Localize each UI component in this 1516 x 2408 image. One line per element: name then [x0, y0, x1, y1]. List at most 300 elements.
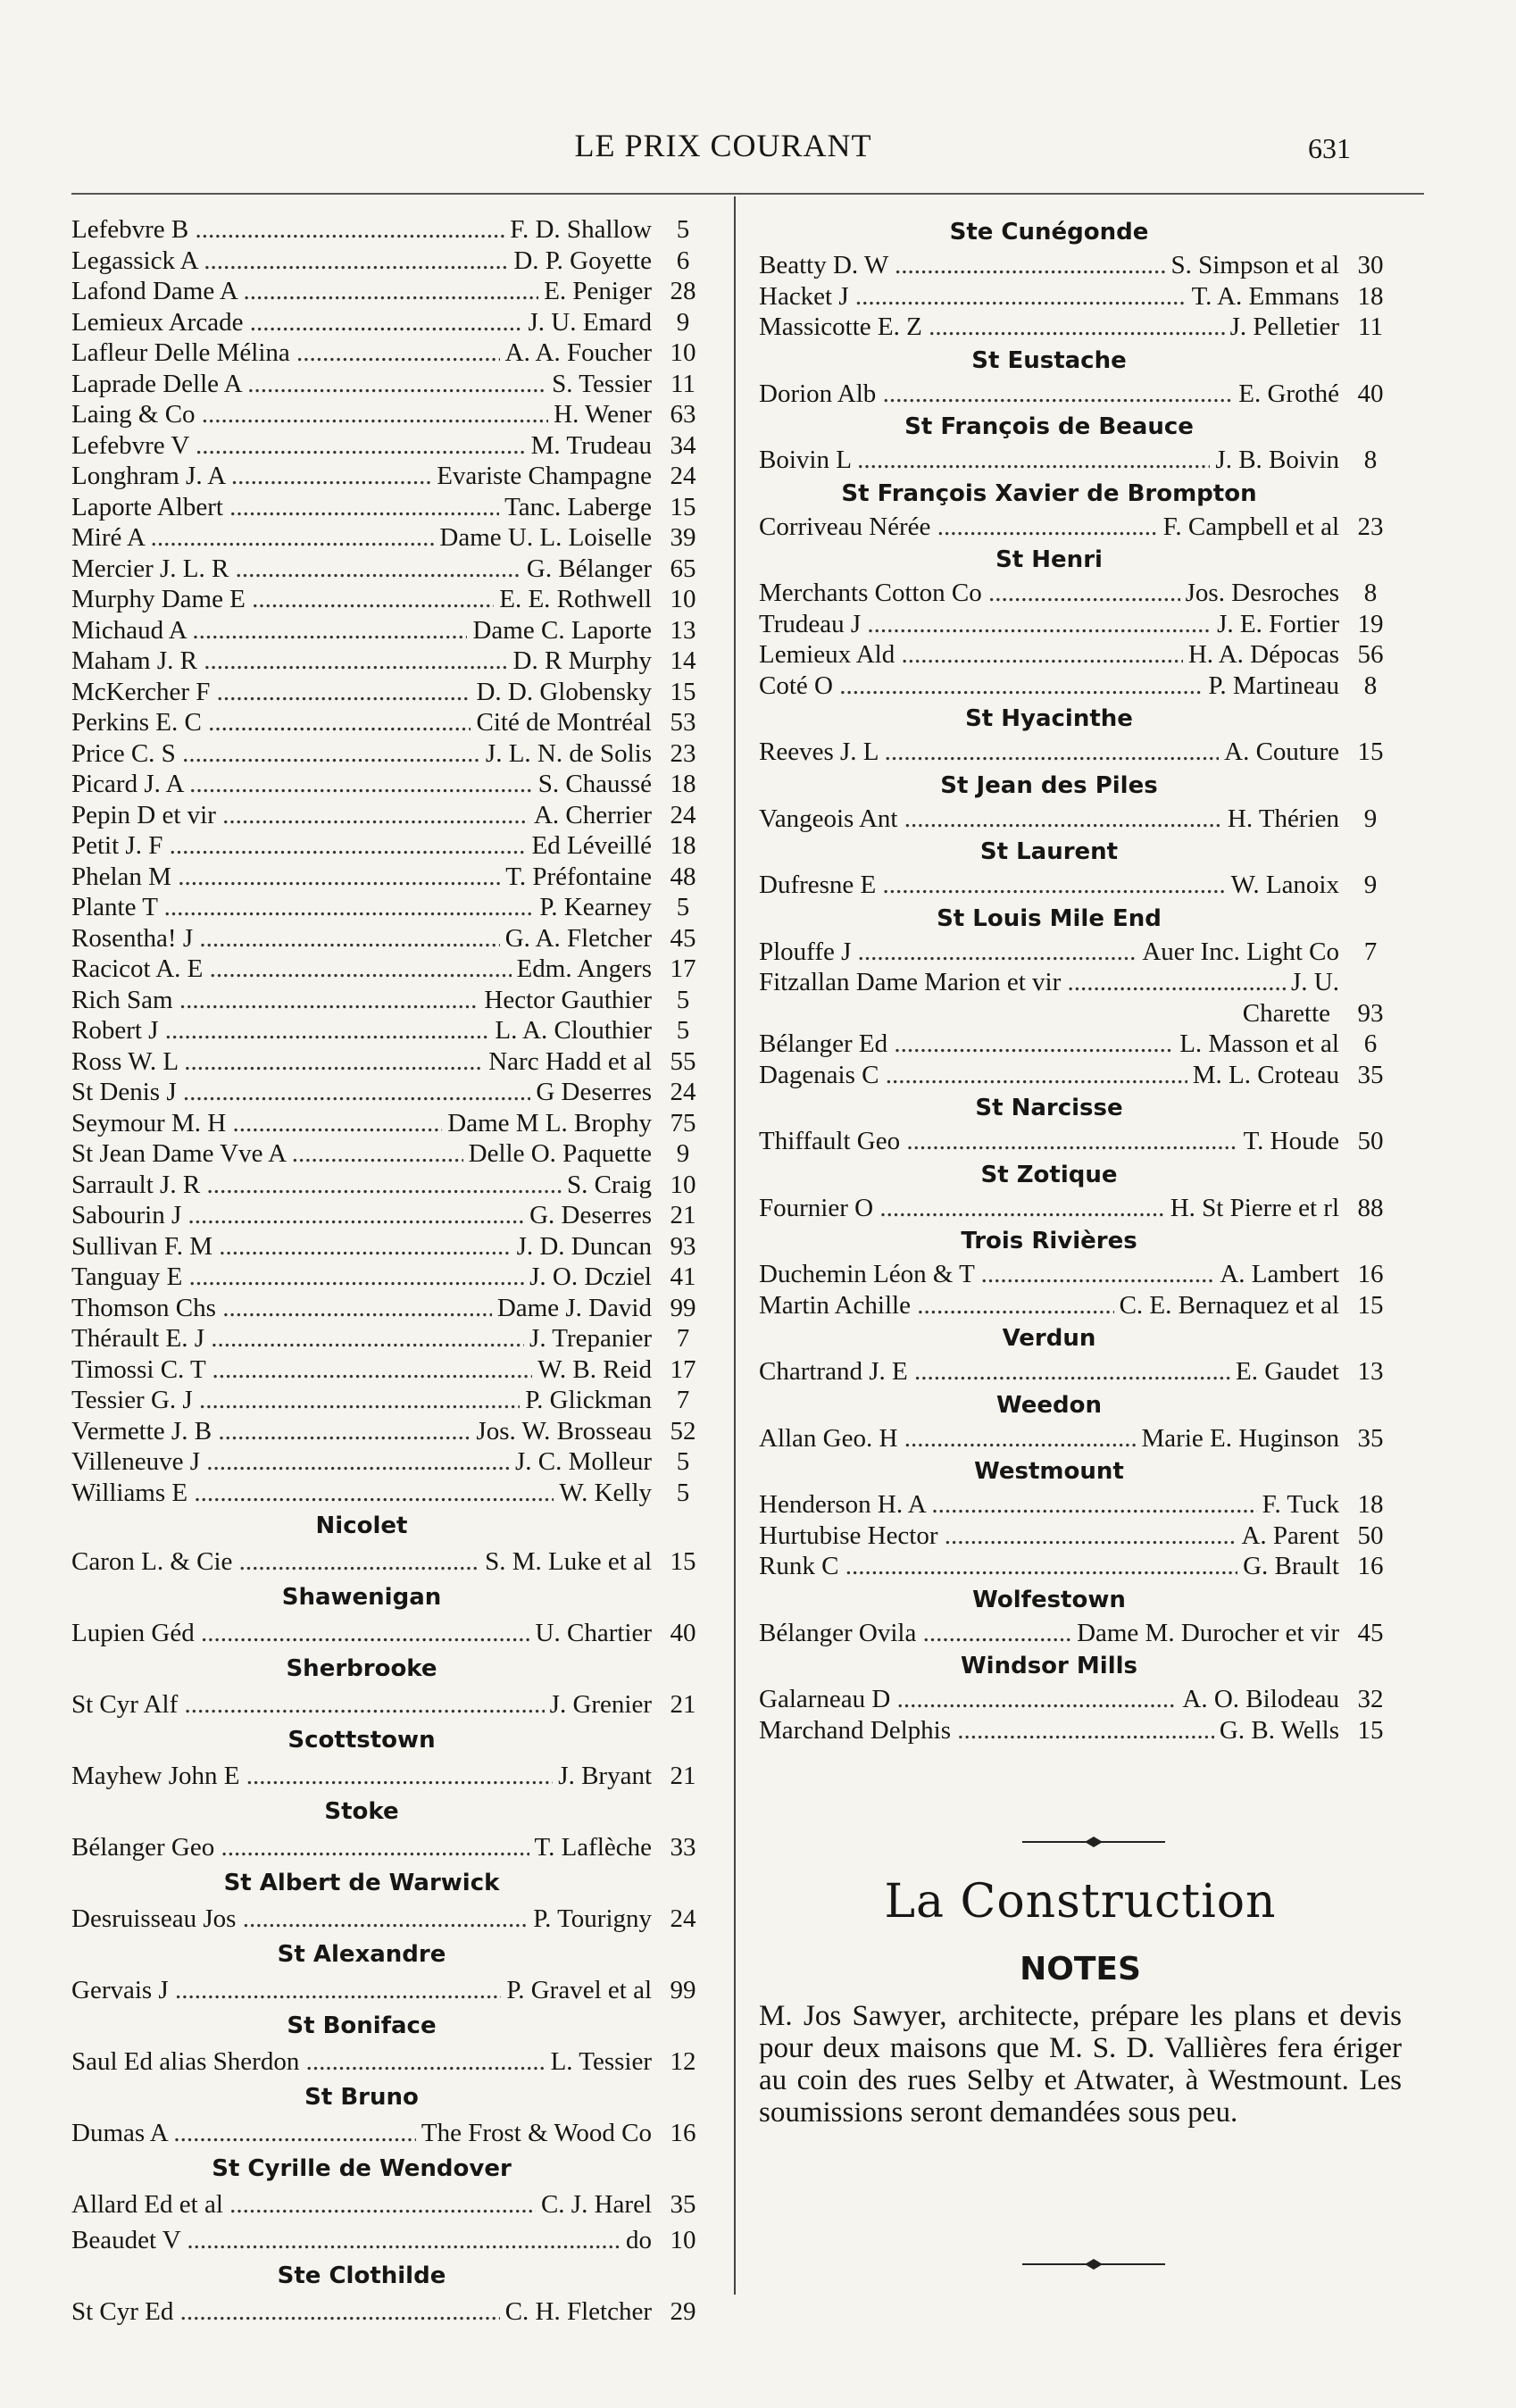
defendant-name: Sullivan F. M .....: [71, 1231, 512, 1262]
amount: 18: [1357, 281, 1384, 311]
defendant-name: Sabourin J .....: [71, 1200, 524, 1231]
defendant-name: Seymour M. H .....: [71, 1108, 442, 1139]
defendant-name: Mayhew John E .....: [71, 1758, 553, 1794]
amount: 19: [1357, 609, 1384, 638]
plaintiff-name: P. Gravel et al: [501, 1972, 652, 2008]
list-item: [71, 738, 714, 770]
plaintiff-name: Auer Inc. Light Co: [1137, 937, 1339, 968]
plaintiff-name: T. Préfontaine: [500, 862, 652, 893]
plaintiff-name: S. M. Luke et al: [479, 1544, 652, 1579]
list-item: [759, 250, 1402, 281]
list-item: [71, 1293, 714, 1324]
plaintiff-name: S. Tessier: [546, 369, 652, 400]
list-item: [71, 214, 714, 246]
amount: 18: [1357, 1490, 1384, 1519]
defendant-name: Thiffault Geo .....: [759, 1126, 1238, 1157]
defendant-name: Plante T .....: [71, 892, 534, 923]
defendant-name: Lafond Dame A .....: [71, 276, 538, 307]
plaintiff-name: G. Bélanger: [521, 554, 652, 585]
defendant-name: Bélanger Ovila .....: [759, 1618, 1071, 1649]
page-header: [0, 127, 1516, 171]
list-item-continued: [759, 998, 1402, 1029]
defendant-name: Williams E .....: [71, 1478, 554, 1509]
plaintiff-name: J. D. Duncan: [512, 1231, 652, 1262]
plaintiff-name: Delle O. Paquette: [463, 1138, 652, 1170]
list-item: [71, 1446, 714, 1478]
list-item: [71, 1687, 714, 1722]
list-item: [71, 1544, 714, 1579]
list-item: [759, 1551, 1402, 1582]
amount: 8: [1363, 671, 1378, 700]
amount: 9: [1363, 804, 1378, 833]
list-item: [71, 1200, 714, 1231]
defendant-name: Massicotte E. Z .....: [759, 312, 1225, 343]
defendant-name: Picard J. A .....: [71, 769, 533, 800]
locality-heading: Trois Rivières: [961, 1228, 1137, 1254]
amount: 50: [1357, 1127, 1384, 1155]
list-item: [759, 312, 1402, 343]
amount: 23: [670, 738, 696, 768]
defendant-name: Galarneau D .....: [759, 1684, 1177, 1715]
list-item: [71, 646, 714, 677]
locality-heading: St Laurent: [979, 838, 1119, 865]
locality-heading: St Henri: [995, 546, 1103, 573]
amount: 5: [676, 985, 690, 1014]
plaintiff-name: J. E. Fortier: [1212, 609, 1339, 640]
amount: 34: [670, 430, 696, 460]
notes-heading: NOTES: [1020, 1951, 1141, 1987]
plaintiff-name: S. Simpson et al: [1165, 250, 1339, 281]
list-item: [71, 492, 714, 523]
list-item: [71, 677, 714, 708]
plaintiff-name: J. Bryant: [553, 1758, 652, 1794]
plaintiff-name: J. O. Dcziel: [524, 1262, 652, 1293]
defendant-name: Vermette J. B .....: [71, 1416, 471, 1447]
defendant-name: Legassick A .....: [71, 246, 508, 277]
amount: 75: [670, 1108, 696, 1137]
list-item: [71, 1077, 714, 1108]
plaintiff-name: Cité de Montréal: [471, 707, 652, 738]
plaintiff-name: A. Couture: [1219, 737, 1339, 768]
list-item: [71, 307, 714, 338]
defendant-name: Bélanger Geo .....: [71, 1829, 529, 1865]
defendant-name: Dumas A .....: [71, 2115, 416, 2151]
list-item: [71, 522, 714, 554]
amount: 10: [670, 338, 696, 367]
plaintiff-name: E. Gaudet: [1230, 1356, 1339, 1387]
locality-heading: St François Xavier de Brompton: [841, 479, 1257, 507]
defendant-name: Chartrand J. E .....: [759, 1356, 1230, 1387]
list-item: [71, 707, 714, 738]
plaintiff-name: W. Lanoix: [1226, 870, 1339, 901]
list-item: [71, 1170, 714, 1201]
defendant-name: Petit J. F .....: [71, 830, 527, 862]
amount: 23: [1357, 512, 1384, 541]
defendant-name: St Cyr Ed .....: [71, 2294, 500, 2329]
amount: 24: [670, 1078, 696, 1106]
plaintiff-name: P. Kearney: [534, 892, 652, 923]
defendant-name: St Jean Dame Vve A .....: [71, 1138, 463, 1170]
defendant-name: Dufresne E .....: [759, 870, 1226, 901]
defendant-name: St Denis J .....: [71, 1077, 530, 1108]
list-item: [71, 830, 714, 862]
amount: 10: [670, 2226, 696, 2254]
defendant-name: Rich Sam .....: [71, 985, 479, 1016]
amount: 16: [1357, 1552, 1384, 1580]
amount: 13: [1357, 1357, 1384, 1386]
list-item: [759, 1489, 1402, 1521]
list-item: [759, 1126, 1402, 1157]
defendant-name: McKercher F .....: [71, 677, 471, 708]
defendant-name: Laing & Co .....: [71, 399, 548, 430]
amount: 8: [1363, 446, 1378, 474]
amount: 52: [670, 1416, 696, 1446]
plaintiff-name: E. Grothé: [1233, 379, 1339, 410]
plaintiff-name: D. P. Goyette: [508, 246, 652, 277]
amount: 9: [1363, 871, 1378, 899]
plaintiff-name: J. Grenier: [545, 1687, 652, 1722]
defendant-name: Lemieux Arcade .....: [71, 307, 522, 338]
list-item: [71, 1972, 714, 2008]
list-item: [71, 337, 714, 369]
plaintiff-name: J. C. Molleur: [510, 1446, 652, 1478]
amount: 35: [1357, 1060, 1384, 1089]
defendant-name: Beatty D. W .....: [759, 250, 1165, 281]
amount: 15: [1357, 1290, 1384, 1320]
list-item: [759, 639, 1402, 671]
list-item: [759, 1290, 1402, 1321]
amount: 11: [671, 369, 696, 398]
list-item: [71, 2115, 714, 2151]
locality-heading: St Cyrille de Wendover: [212, 2155, 512, 2182]
amount: 40: [1357, 379, 1384, 408]
amount: 17: [670, 1354, 696, 1384]
list-item: [759, 1060, 1402, 1091]
amount: 50: [1357, 1521, 1384, 1550]
locality-heading: Stoke: [324, 1798, 399, 1825]
defendant-name: Dorion Alb .....: [759, 379, 1233, 410]
amount: 15: [1357, 1715, 1384, 1745]
defendant-name: Laporte Albert .....: [71, 492, 499, 523]
amount: 5: [676, 1016, 690, 1045]
defendant-name: Laprade Delle A .....: [71, 369, 546, 400]
plaintiff-name: A. O. Bilodeau: [1177, 1684, 1339, 1715]
amount: 7: [676, 1386, 690, 1414]
list-item: [71, 1416, 714, 1447]
plaintiff-name: S. Craig: [562, 1170, 652, 1201]
plaintiff-name: Evariste Champagne: [431, 461, 652, 492]
left-column: [71, 214, 714, 2329]
amount: 41: [670, 1262, 696, 1291]
locality-heading: Nicolet: [315, 1512, 408, 1539]
locality-heading: Wolfestown: [972, 1586, 1126, 1613]
amount: 15: [1357, 737, 1384, 766]
list-item: [71, 892, 714, 923]
defendant-name: St Cyr Alf .....: [71, 1687, 545, 1722]
list-item: [71, 2044, 714, 2079]
ornament-divider-bottom: [1022, 2259, 1165, 2270]
plaintiff-name: Marie E. Huginson: [1137, 1423, 1340, 1454]
list-item: [759, 937, 1402, 968]
defendant-name: Runk C .....: [759, 1551, 1237, 1582]
plaintiff-name: J. U. Emard: [522, 307, 652, 338]
defendant-name: Saul Ed alias Sherdon .....: [71, 2044, 546, 2079]
defendant-name: Phelan M .....: [71, 862, 500, 893]
plaintiff-name: M. Trudeau: [526, 430, 652, 462]
amount: 14: [670, 646, 696, 675]
locality-heading: Verdun: [1002, 1325, 1096, 1352]
amount: 65: [670, 554, 696, 583]
amount: 18: [670, 831, 696, 860]
list-item: [71, 2187, 714, 2222]
defendant-name: Lafleur Delle Mélina .....: [71, 337, 500, 369]
defendant-name: Marchand Delphis .....: [759, 1715, 1214, 1746]
amount: 18: [670, 770, 696, 798]
list-item: [71, 1262, 714, 1293]
list-item: [71, 430, 714, 462]
amount: 99: [670, 1293, 696, 1322]
locality-heading: Ste Clothilde: [277, 2262, 446, 2289]
defendant-name: Lefebvre V .....: [71, 430, 526, 462]
plaintiff-name: Jos. W. Brosseau: [471, 1416, 652, 1447]
locality-heading: St Boniface: [287, 2012, 437, 2039]
defendant-name: Sarrault J. R .....: [71, 1170, 562, 1201]
amount: 28: [670, 277, 696, 305]
list-item: [759, 512, 1402, 543]
locality-heading: St Zotique: [980, 1161, 1118, 1188]
amount: 21: [670, 1201, 696, 1229]
defendant-name: Perkins E. C .....: [71, 707, 471, 738]
plaintiff-name: C. H. Fletcher: [500, 2294, 652, 2329]
list-item: [759, 1029, 1402, 1060]
defendant-name: Fitzallan Dame Marion et vir .....: [759, 967, 1286, 998]
column-divider: [734, 196, 736, 2295]
construction-title: La Construction: [884, 1875, 1277, 1929]
locality-heading: St Hyacinthe: [965, 705, 1133, 732]
defendant-name: Rosentha! J .....: [71, 923, 500, 954]
amount: 5: [676, 215, 690, 244]
locality-heading: St Albert de Warwick: [223, 1870, 500, 1896]
plaintiff-name: T. Laflèche: [529, 1829, 652, 1865]
defendant-name: Longhram J. A .....: [71, 461, 431, 492]
list-item: [71, 615, 714, 646]
defendant-name: Boivin L .....: [759, 445, 1210, 476]
amount: 15: [670, 677, 696, 706]
plaintiff-name: U. Chartier: [530, 1615, 652, 1651]
defendant-name: Fournier O .....: [759, 1193, 1165, 1224]
list-item: [71, 1108, 714, 1139]
defendant-name: Thomson Chs .....: [71, 1293, 492, 1324]
plaintiff-name: Narc Hadd et al: [483, 1046, 652, 1078]
plaintiff-name: Tanc. Laberge: [499, 492, 652, 523]
list-item: [71, 2222, 714, 2258]
locality-heading: St Narcisse: [975, 1095, 1123, 1121]
list-item: [759, 737, 1402, 768]
list-item: [71, 554, 714, 585]
plaintiff-name: D. D. Globensky: [471, 677, 652, 708]
locality-heading: St Louis Mile End: [937, 904, 1162, 932]
plaintiff-name: G. B. Wells: [1214, 1715, 1339, 1746]
amount: 9: [676, 307, 690, 337]
plaintiff-name: G. Brault: [1237, 1551, 1339, 1582]
list-item: [71, 1478, 714, 1509]
locality-heading: Westmount: [974, 1458, 1124, 1485]
list-item: [71, 276, 714, 307]
plaintiff-name-continued: Charette: [1242, 998, 1330, 1028]
plaintiff-name: J. Pelletier: [1225, 312, 1339, 343]
defendant-name: Corriveau Nérée .....: [759, 512, 1158, 543]
list-item: [71, 1015, 714, 1046]
amount: 45: [670, 923, 696, 953]
plaintiff-name: L. A. Clouthier: [489, 1015, 652, 1046]
defendant-name: Robert J .....: [71, 1015, 489, 1046]
defendant-name: Michaud A .....: [71, 615, 467, 646]
list-item: [759, 1193, 1402, 1224]
defendant-name: Price C. S .....: [71, 738, 480, 770]
defendant-name: Hurtubise Hector .....: [759, 1521, 1236, 1552]
locality-heading: St François de Beauce: [904, 413, 1194, 440]
amount: 15: [670, 1547, 696, 1576]
list-item: [759, 870, 1402, 901]
defendant-name: Desruisseau Jos .....: [71, 1901, 528, 1937]
list-item: [71, 1385, 714, 1416]
amount: 39: [670, 523, 696, 552]
plaintiff-name: F. D. Shallow: [504, 214, 652, 246]
header-rule: [71, 193, 1424, 195]
locality-heading: St Jean des Piles: [940, 771, 1158, 799]
amount: 40: [670, 1619, 696, 1647]
amount: 53: [670, 708, 696, 737]
amount: 35: [670, 2190, 696, 2219]
locality-heading: Sherbrooke: [286, 1655, 437, 1682]
defendant-name: Coté O .....: [759, 671, 1203, 702]
defendant-name: Allard Ed et al .....: [71, 2187, 536, 2222]
defendant-name: Racicot A. E .....: [71, 954, 512, 985]
locality-heading: Shawenigan: [281, 1584, 442, 1611]
plaintiff-name: do: [621, 2222, 652, 2258]
plaintiff-name: H. A. Dépocas: [1183, 639, 1339, 671]
plaintiff-name: A. A. Foucher: [500, 337, 652, 369]
amount: 5: [676, 893, 690, 921]
publication-title: LE PRIX COURANT: [574, 128, 872, 163]
amount: 35: [1357, 1423, 1384, 1453]
list-item: [759, 804, 1402, 835]
plaintiff-name: Edm. Angers: [512, 954, 652, 985]
ornament-divider: [1022, 1837, 1165, 1847]
list-item: [71, 923, 714, 954]
amount: 11: [1358, 312, 1383, 341]
list-item: [759, 1356, 1402, 1387]
defendant-name: Timossi C. T .....: [71, 1354, 532, 1386]
defendant-name: Henderson H. A .....: [759, 1489, 1257, 1521]
defendant-name: Plouffe J .....: [759, 937, 1137, 968]
amount: 30: [1357, 251, 1384, 279]
defendant-name: Lupien Géd .....: [71, 1615, 530, 1651]
plaintiff-name: L. Tessier: [546, 2044, 652, 2079]
plaintiff-name: F. Tuck: [1257, 1489, 1339, 1521]
amount: 29: [670, 2297, 696, 2326]
amount: 32: [1357, 1685, 1384, 1713]
amount: 7: [676, 1324, 690, 1353]
page-number: 631: [1308, 132, 1351, 164]
defendant-name: Murphy Dame E .....: [71, 584, 494, 615]
locality-heading: St Alexandre: [277, 1941, 446, 1968]
list-item: [71, 461, 714, 492]
amount: 24: [670, 800, 696, 829]
plaintiff-name: P. Tourigny: [528, 1901, 652, 1937]
plaintiff-name: E. E. Rothwell: [494, 584, 652, 615]
list-item: [71, 1901, 714, 1937]
plaintiff-name: A. Parent: [1236, 1521, 1339, 1552]
defendant-name: Gervais J .....: [71, 1972, 501, 2008]
list-item: [759, 445, 1402, 476]
plaintiff-name: J. L. N. de Solis: [480, 738, 652, 770]
plaintiff-name: Dame M. Durocher et vir: [1071, 1618, 1339, 1649]
list-item: [71, 1231, 714, 1262]
defendant-name: Beaudet V .....: [71, 2222, 621, 2258]
plaintiff-name: T. A. Emmans: [1187, 281, 1339, 312]
plaintiff-name: P. Glickman: [520, 1385, 652, 1416]
amount: 21: [670, 1690, 696, 1719]
amount: 88: [1357, 1193, 1384, 1222]
defendant-name: Caron L. & Cie .....: [71, 1544, 479, 1579]
plaintiff-name: Dame J. David: [492, 1293, 652, 1324]
list-item: [759, 1521, 1402, 1552]
plaintiff-name: G. Deserres: [524, 1200, 652, 1231]
plaintiff-name: W. B. Reid: [532, 1354, 652, 1386]
locality-heading: Scottstown: [287, 1727, 436, 1754]
list-item: [71, 1046, 714, 1078]
amount: 99: [670, 1976, 696, 2004]
defendant-name: Reeves J. L .....: [759, 737, 1219, 768]
construction-section: [759, 1875, 1402, 1929]
amount: 45: [1357, 1618, 1384, 1647]
list-item: [71, 2294, 714, 2329]
defendant-name: Miré A .....: [71, 522, 434, 554]
defendant-name: Duchemin Léon & T .....: [759, 1259, 1214, 1290]
defendant-name: Bélanger Ed .....: [759, 1029, 1174, 1060]
amount: 13: [670, 615, 696, 645]
list-item: [71, 1758, 714, 1794]
defendant-name: Vangeois Ant .....: [759, 804, 1222, 835]
list-item: [71, 954, 714, 985]
plaintiff-name: L. Masson et al: [1174, 1029, 1339, 1060]
defendant-name: Pepin D et vir .....: [71, 800, 529, 831]
list-item: [71, 1354, 714, 1386]
plaintiff-name: A. Lambert: [1214, 1259, 1339, 1290]
plaintiff-name: E. Peniger: [538, 276, 652, 307]
defendant-name: Tanguay E .....: [71, 1262, 524, 1293]
list-item: [71, 1829, 714, 1865]
list-item: [759, 1684, 1402, 1715]
defendant-name: Ross W. L .....: [71, 1046, 483, 1078]
list-item: [759, 578, 1402, 609]
plaintiff-name: Ed Léveillé: [527, 830, 652, 862]
list-item: [759, 379, 1402, 410]
plaintiff-name: W. Kelly: [554, 1478, 652, 1509]
list-item: [71, 1615, 714, 1651]
list-item: [71, 985, 714, 1016]
amount: 6: [1363, 1029, 1378, 1058]
defendant-name: Allan Geo. H .....: [759, 1423, 1137, 1454]
plaintiff-name: T. Houde: [1238, 1126, 1339, 1157]
list-item: [71, 800, 714, 831]
amount: 6: [676, 246, 690, 275]
defendant-name: Tessier G. J .....: [71, 1385, 520, 1416]
plaintiff-name: C. E. Bernaquez et al: [1114, 1290, 1339, 1321]
plaintiff-name: C. J. Harel: [536, 2187, 652, 2222]
locality-heading: St Bruno: [304, 2084, 419, 2111]
